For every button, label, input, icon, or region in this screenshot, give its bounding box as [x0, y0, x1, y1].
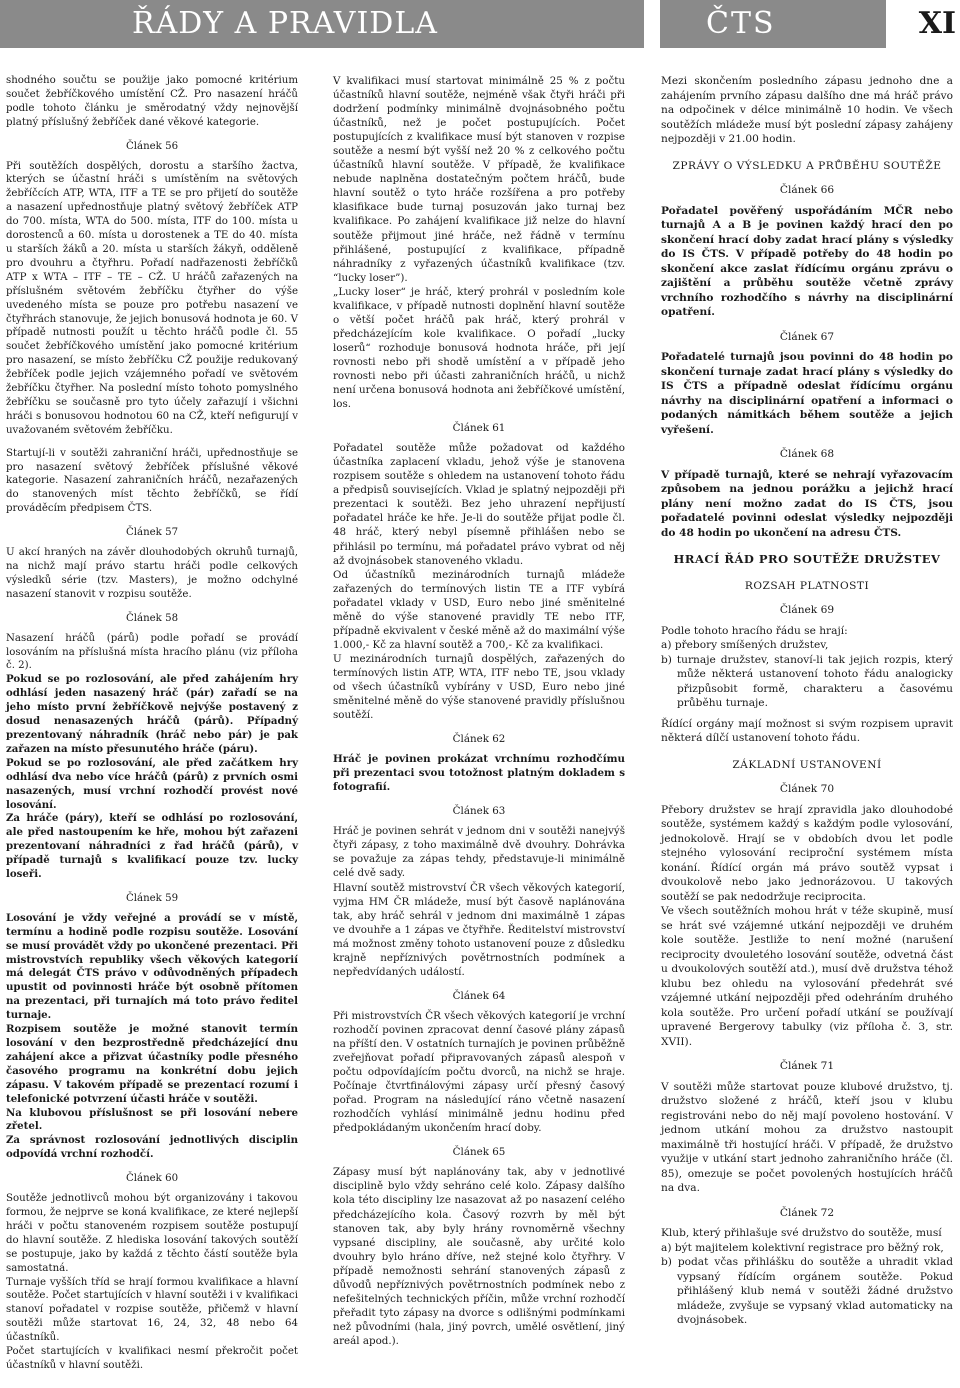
article-heading-63: Článek 63 [452, 805, 506, 818]
article-heading-71: Článek 71 [779, 1060, 835, 1072]
paragraph: V kvalifikaci musí startovat minimálně 25 % z počtu účastníků hlavní soutěže, nejméně však čtyři hráči při dodržení podmínky minimálně dvojnásobného počtu účastníků, než je počet postupujících. Počet postupujících z kvalifikace musí být stanoven v rozpise soutěže a nesmí být vyšší než 20 % z celkového počtu účastníků hlavní soutěže. V případě, že kvalifikace nebude naplněna dostatečným počtem hráčů, bude hlavní soutěž o tyto hráče rozšířena a pro potřeby klasifikace bude turnaj posuzován jako turnaj bez kvalifikace. Po zahájení kvalifikace již nelze do hlavní soutěže přijmout jiné hráče, než řádně v termínu přihlášené, postupující z kvalifikace, případně náhradníky z vyřazených účastníků kvalifikace (tzv. “lucky loser”). [333, 75, 625, 284]
article-heading-57: Článek 57 [125, 527, 179, 539]
list-item: b) turnaje družstev, stanoví-li tak jejich rozpis, který může některá ustanovení tohoto řádu analogicky přizpůsobit formě, charakteru a časovému průběhu turnaje. [661, 653, 953, 709]
article-heading-67: Článek 67 [779, 330, 835, 343]
header-section-number: XI [918, 6, 956, 41]
header-org: ČTS [660, 0, 886, 48]
section-heading-basic: ZÁKLADNÍ USTANOVENÍ [732, 758, 882, 771]
header-title: ŘÁDY A PRAVIDLA [0, 0, 644, 48]
paragraph-bold: Za hráče (páry), kteří se odhlásí po rozlosování, ale před nastoupením ke hře, mohou být zařazeni prezentovaní náhradníci z řad hráčů (párů), v případě turnajů s kvalifikací pouze tzv. lucky loseři. [6, 812, 298, 881]
paragraph: V soutěži může startovat pouze klubové družstvo, tj. družstvo složené z hráčů, kteří jsou v klubu registrováni nebo do něj mají povoleno hostování. V jednom utkání mohou za družstvo nastoupit maximálně tři hostující hráči. V případě, že družstvo využije v utkání start jednoho zahraničního hráče (čl. 85), omezuje se počet povolených hostujících hráčů na dva. [661, 1080, 953, 1194]
article-heading-56: Článek 56 [125, 140, 179, 152]
article-heading-65: Článek 65 [452, 1146, 506, 1159]
paragraph: Při soutěžích dospělých, dorostu a staršího žactva, kterých se účastní hráči s umístěním na světových žebříčcích ATP, WTA, ITF a TE se pro přijetí do soutěže a nasazení upřednostňuje platný světový žebříček ATP do 700. místa, WTA do 500. místa, ITF do 100. místa u dorostenců a 60. místa u dorostenek a TE do 40. místa u starších žáků a 20. místa u starších žákyň, odděleně pro dvouhru a čtyřhru. Pořadí nadřazenosti žebříčků ATP x WTA – ITF – TE – CŽ. U hráčů zařazených na příslušném světovém žebříčku čtyřher do výše uvedeného místa se pouze pro potřebu nasazení ve čtyřhrách stanovuje, že jejich bonusová hodnota je 60. V případě nutnosti použít u těchto hráčů podle čl. 55 součet žebříčkového umístění jako pomocné kritérium pro nasazení, se místo žebříčku CŽ použije redukovaný žebříček podle jejich vzájemného pořadí ve světovém žebříčku čtyřher. Na poslední místo tohoto pomyslného žebříčku se současně pro tyto účely zařazují i všichni hráči s bonusovou hodnotou 60 na CŽ, kteří nefigurují v uvažovaném světovém žebříčku. [6, 160, 298, 436]
paragraph: U akcí hraných na závěr dlouhodobých okruhů turnajů, na nichž mají právo startu hráči podle celkových výsledků série (tzv. Masters), je možno odchylné nasazení stanovit v rozpisu soutěže. [6, 547, 298, 600]
paragraph: Mezi skončením posledního zápasu jednoho dne a zahájením prvního zápasu dalšího dne má hráč právo na odpočinek v délce minimálně 10 hodin. Ve všech soutěžích mládeže musí být poslední zápasy zahájeny nejpozději v 21.00 hodin. [661, 75, 953, 145]
article-heading-60: Článek 60 [125, 1173, 179, 1185]
paragraph-bold: V případě turnajů, které se nehrají vyřazovacím způsobem na jednou porážku a jejichž hrací plány není možno zadat do IS ČTS, jsou pořadatelé povinni odeslat výsledky nejpozději do 48 hodin po ukončení na adresu ČTS. [661, 468, 953, 539]
paragraph: Zápasy musí být naplánovány tak, aby v jednotlivé disciplině bylo vždy sehráno celé kolo. Zápasy dalšího kola této discipliny lze nasazovat až po nasazení celého předcházejícího kola. Časový rozvrh by měl být stanoven tak, aby byly hrány rovnoměrně všechny vypsané discipliny, ale současně, aby určité kolo dvouhry bylo hráno dříve, než stejné kolo čtyřhry. V případě nemožnosti sehrání stanovených zápasů z důvodů nepříznivých povětrnostních podmínek nebo z nefešitelných technických příčin, může vrchní rozhodčí přeřadit tyto zápasy na dvorce s odlišnými podmínkami než původními (hala, jiný povrch, umělé osvětlení, jiný areál apod.). [333, 1166, 625, 1347]
paragraph: Přebory družstev se hrají zpravidla jako dlouhodobé soutěže, systémem každý s každým podle vylosování, jednokolově. Hrají se v obdobích dvou let podle stejného vylosování reciproční systémem místa konání. Řídící orgán má právo soutěž vypsat i dvoukolově nebo jako jednorázovou. U takových soutěží se pak nedodržuje reciprocita. [661, 803, 953, 903]
list [661, 638, 953, 711]
paragraph: Řídící orgány mají možnost si svým rozpisem upravit některá dílčí ustanovení tohoto řádu. [661, 717, 953, 744]
article-heading-58: Článek 58 [125, 612, 179, 624]
page-header [0, 0, 960, 48]
paragraph: shodného součtu se použije jako pomocné kritérium součet žebříčkového umístění CŽ. Pro nasazení hráčů podle tohoto článku je směrodatný vždy nejnovější platný příslušný žebříček dané věkové kategorie. [6, 75, 298, 128]
article-heading-69: Článek 69 [779, 604, 835, 616]
article-heading-61: Článek 61 [452, 422, 506, 435]
paragraph: Hráč je povinen sehrát v jednom dni v soutěži nanejvýš čtyři zápasy, z toho maximálně dvě dvouhry. Dohrávka se považuje za zápas tehdy, představuje-li minimálně celé dvě sady. [333, 825, 625, 880]
paragraph: U mezinárodních turnajů dospělých, zařazených do termínových listin ATP, WTA, ITF nebo TE, jsou vklady od všech účastníků vybírány v USD, Euro nebo jiné směnitelné měně do výše stanovené pravidly příslušnou soutěží. [333, 652, 625, 722]
paragraph-bold: Losování je vždy veřejné a provádí se v místě, termínu a hodině podle rozpisu soutěže. Losování se musí provádět vždy po ukončené prezentaci. Při mistrovstvích republiky všech věkových kategorií má delegát ČTS právo v odůvodněných případech upustit od povinnosti hráče být osobně přítomen na prezentaci, při turnajích má toto právo ředitel turnaje. [6, 911, 298, 1022]
article-heading-62: Článek 62 [452, 733, 506, 746]
paragraph: Při mistrovstvích ČR všech věkových kategorií je vrchní rozhodčí povinen zpracovat denní časové plány zápasů na příští den. V ostatních turnajích je povinen průběžně zveřejňovat pořadí připravovaných zápasů alespoň v počtu odpovídajícím počtu dvorců, na nichž se hraje. Počínaje čtvrtfinálovými zápasy určí přesný časový pořad. Program na následující ráno včetně nasazení rozhodčích vyhlásí minimálně jednu hodinu před předpokládaným ukončením hrací doby. [333, 1009, 625, 1135]
column-2 [333, 74, 625, 1357]
column-3 [661, 74, 953, 1334]
list [661, 1241, 953, 1328]
paragraph: Ve všech soutěžních mohou hrát v téže skupině, musí se hrát své vzájemné utkání nejpozději ve druhém kole soutěže. Jestliže to není možné (narušení reciprocity dvouletého losování soutěže, odvetná část u dvoukolových soutěží atd.), musí dvě družstva téhož klubu bez ohledu na vylosování předehrát své vzájemné utkání nejpozději před odehráním druhého kola soutěže. Pro určení pořadí utkání se používají upravené Bergerovy tabulky (viz příloha č. 3, str. XVII). [661, 905, 953, 1048]
paragraph-bold: Rozpisem soutěže je možné stanovit termín losování v den bezprostředně předcházející dnu zahájení akce a přizvat účastníky podle přesného časového programu na konkrétní dobu jejich zápasu. V takovém případě se prezentací rozumí i telefonické potvrzení účasti hráče v soutěži. [6, 1023, 298, 1105]
section-heading-scope: ROZSAH PLATNOSTI [744, 579, 870, 592]
list-item: b) podat včas přihlášku do soutěže a uhradit vklad vypsaný řídícím orgánem soutěže. Pokud přihlášený klub nemá v soutěži žádné družstvo mládeže, zvyšuje se vypsaný vklad automaticky na dvojnásobek. [661, 1256, 953, 1326]
paragraph-bold: Pořadatelé turnajů jsou povinni do 48 hodin po skončení turnaje zadat hrací plány s výsledky do IS ČTS a případně odeslat řídícímu orgánu návrhy na disciplinární opatření a informaci o podaných námitkách během soutěže a jejich vyřešení. [661, 351, 953, 436]
paragraph: Soutěže jednotlivců mohou být organizovány i takovou formou, že nejprve se koná kvalifikace, ze které nejlepší hráči v počtu stanoveném rozpisem soutěže postupují do hlavní soutěže. Z hlediska losování takových soutěží se postupuje, jako by každá z těchto částí soutěže byla samostatná. [6, 1193, 298, 1274]
article-heading-66: Článek 66 [779, 184, 835, 196]
list-item: a) přebory smíšených družstev, [661, 639, 829, 651]
paragraph-bold: Pokud se po rozlosování, ale před zahájením hry odhlásí jeden nasazený hráč (pár) zařadí se na jeho místo první žebříčkově nejvýše postavený z dosud nenasazených hráčů (párů). Případný prezentovaný náhradník (hráč nebo pár) je pak zařazen na místo přesunutého hráče (páru). [6, 673, 298, 755]
paragraph: Od účastníků mezinárodních turnajů mládeže zařazených do termínových listin TE a ITF vybírá pořadatel vklady v USD, Euro nebo jiné směnitelné měně do výše stanovené pravidly TE nebo ITF, případně ekvivalent v české měně až do maximální výše 1.000,- Kč za hlavní soutěž a 700,- Kč za kvalifikaci. [333, 568, 625, 651]
paragraph: Startují-li v soutěži zahraniční hráči, upřednostňuje se pro nasazení světový žebříček příslušné věkové kategorie. Nasazení zahraničních hráčů, nezařazených do stanovených míst těchto žebříčků, se řídí prováděcím předpisem ČTS. [6, 447, 298, 515]
paragraph-bold: Hráč je povinen prokázat vrchnímu rozhodčímu při prezentaci svou totožnost platným dokladem s fotografií. [333, 753, 625, 794]
article-heading-59: Článek 59 [125, 892, 179, 904]
section-heading-results: ZPRÁVY O VÝSLEDKU A PRŮBĚHU SOUTĚŽE [672, 159, 942, 172]
paragraph: Počet startujících v kvalifikaci nesmí překročit počet účastníků v hlavní soutěži. [6, 1346, 298, 1371]
paragraph: Klub, který přihlašuje své družstvo do soutěže, musí [661, 1227, 942, 1239]
paragraph: Nasazení hráčů (párů) podle pořadí se provádí losováním na příslušná místa hracího plánu (viz příloha č. 2). [6, 632, 298, 672]
paragraph: „Lucky loser“ je hráč, který prohrál v posledním kole kvalifikace, v případě nutnosti doplnění hlavní soutěže o větší počet hráčů pak hráč, který prohrál v předcházejícím kole kvalifikace. O pořadí „lucky loserů“ rozhoduje bonusová hodnota hráče, při její rovnosti nebo při shodě umístění a v případě jeho rovnosti nebo při účasti zahraničních hráčů, u nichž není určena bonusová hodnota ani žebříčkové umístění, los. [333, 285, 625, 411]
article-heading-72: Článek 72 [779, 1206, 835, 1219]
paragraph-bold: Za správnost rozlosování jednotlivých disciplin odpovídá vrchní rozhodčí. [6, 1134, 298, 1161]
list-item: a) být majitelem kolektivní registrace pro běžný rok, [661, 1241, 944, 1254]
paragraph: Turnaje vyšších tříd se hrají formou kvalifikace a hlavní soutěže. Počet startujících v hlavní soutěži i v kvalifikaci stanoví pořadatel v rozpise soutěže, přičemž v hlavní soutěži může startovat 16, 24, 32, 48 nebo 64 účastníků. [6, 1276, 298, 1344]
article-heading-68: Článek 68 [779, 448, 835, 460]
paragraph-bold: Pořadatel pověřený uspořádáním MČR nebo turnajů A a B je povinen každý hrací den po skončení hrací doby zadat hrací plány s výsledky do IS ČTS. V případě potřeby do 48 hodin po skončení akce zaslat řídícímu orgánu zprávu o zajištění a průběhu soutěže včetně zprávy vrchního rozhodčího s návrhy na disciplinární opatření. [661, 204, 953, 318]
paragraph: Hlavní soutěž mistrovství ČR všech věkových kategorií, vyjma HM ČR mládeže, musí být časově naplánována tak, aby hráč sehrál v jednom dni maximálně 1 zápas ve dvouhře a 1 zápas ve čtyřhře. Ředitelství mistrovství má možnost změny tohoto ustanovení pouze z důsledku krajně nepříznivých povětrnostních podmínek a nepředvídaných událostí. [333, 881, 625, 978]
article-heading-64: Článek 64 [452, 989, 506, 1002]
paragraph: Pořadatel soutěže může požadovat od každého účastníka zaplacení vkladu, jehož výše je stanovena rozpisem soutěže s ohledem na ustanovení tohoto řádu a předpisů souvisejících. Vklad je splatný nejpozději při prezentaci k soutěži. Bez jeho uhrazení nepřijustí pořadatel hráče ke hře. Je-li do soutěže přijat podle čl. 48 hráč, který nebyl písemně přihlášen nebo se přihlásil po termínu, má pořadatel právo vybrat od něj až dvojnásobek stanoveného vkladu. [333, 442, 625, 567]
paragraph: Podle tohoto hracího řádu se hrají: [661, 624, 848, 637]
section-heading-team-rules: HRACÍ ŘÁD PRO SOUTĚŽE DRUŽSTEV [673, 552, 941, 566]
paragraph-bold: Na klubovou příslušnost se při losování nebere zřetel. [6, 1106, 298, 1133]
column-1 [6, 74, 298, 1373]
article-heading-70: Článek 70 [779, 783, 835, 795]
paragraph-bold: Pokud se po rozlosování, ale před začátkem hry odhlásí dva nebo více hráčů (párů) z prvních osmi nasazených, musí vrchní rozhodčí provést nové losování. [6, 756, 298, 811]
